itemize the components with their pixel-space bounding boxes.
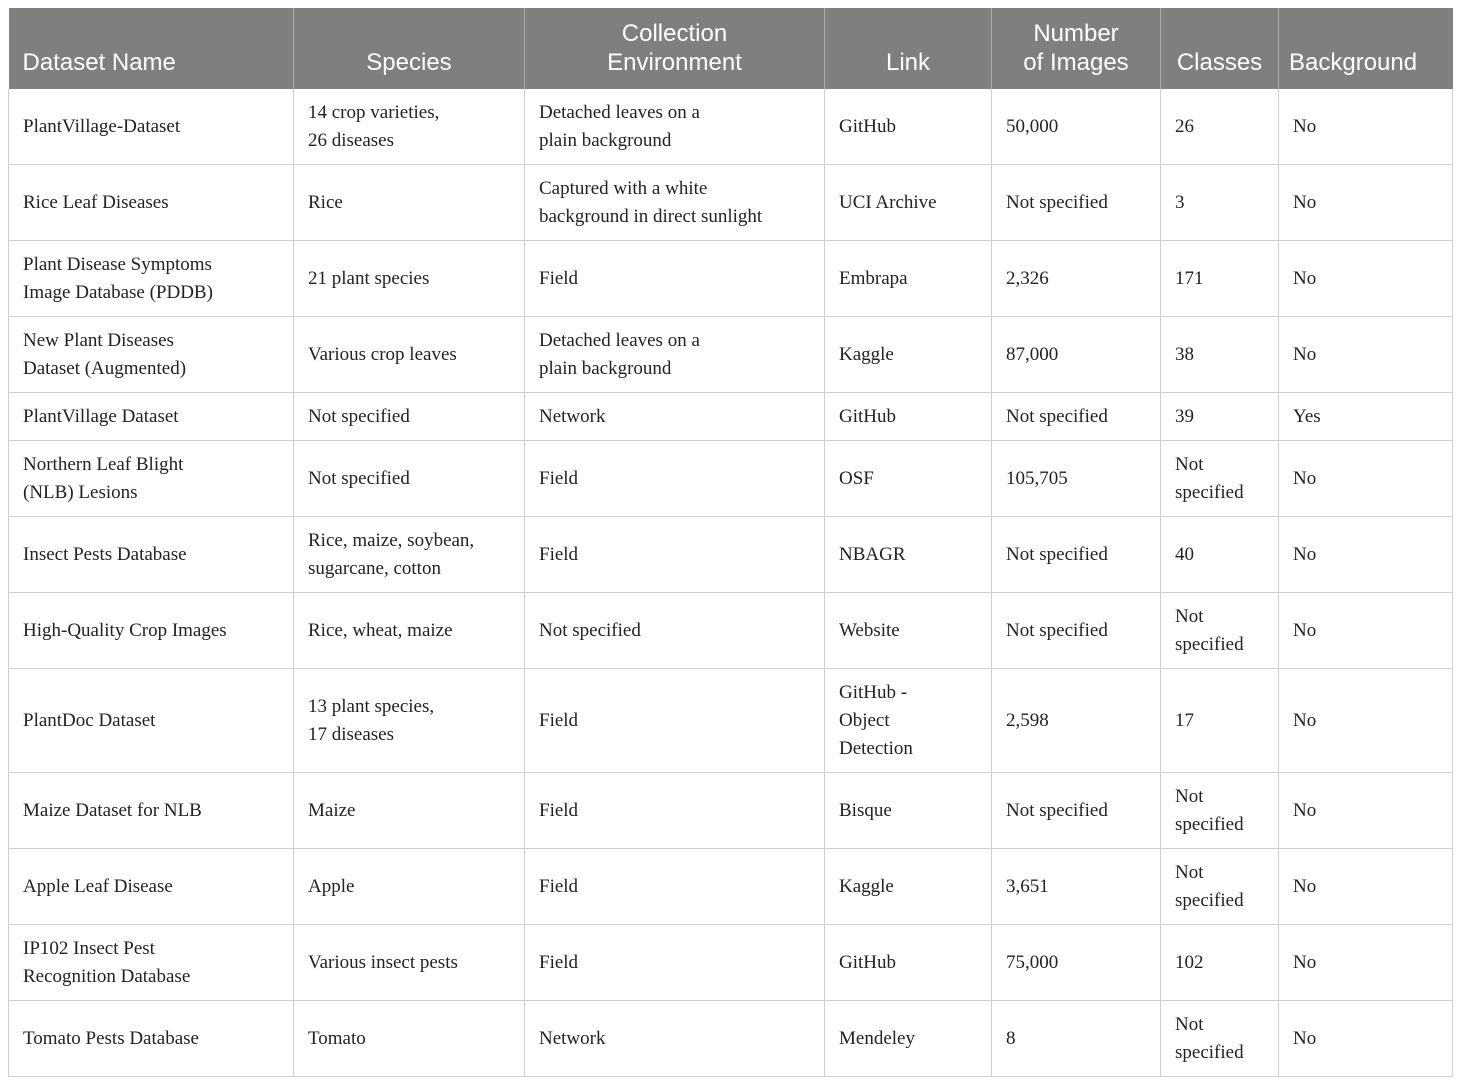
table-row <box>9 669 1453 773</box>
cell-images: 2,598 <box>992 669 1161 773</box>
cell-classes: 171 <box>1161 241 1279 317</box>
cell-dataset-name: Rice Leaf Diseases <box>9 165 294 241</box>
cell-images: 50,000 <box>992 89 1161 165</box>
cell-background: No <box>1279 925 1453 1001</box>
cell-images: 87,000 <box>992 317 1161 393</box>
cell-link: UCI Archive <box>825 165 992 241</box>
header-classes: Classes <box>1161 8 1279 89</box>
cell-images: Not specified <box>992 593 1161 669</box>
table-row <box>9 1001 1453 1077</box>
cell-classes: Not specified <box>1161 593 1279 669</box>
cell-species: Not specified <box>294 441 525 517</box>
cell-dataset-name: PlantDoc Dataset <box>9 669 294 773</box>
cell-background: No <box>1279 517 1453 593</box>
cell-dataset-name: New Plant Diseases Dataset (Augmented) <box>9 317 294 393</box>
cell-background: No <box>1279 89 1453 165</box>
cell-dataset-name: Maize Dataset for NLB <box>9 773 294 849</box>
cell-classes: 38 <box>1161 317 1279 393</box>
cell-images: Not specified <box>992 393 1161 441</box>
header-dataset-name: Dataset Name <box>9 8 294 89</box>
cell-environment: Field <box>525 773 825 849</box>
cell-species: 13 plant species, 17 diseases <box>294 669 525 773</box>
cell-link: GitHub <box>825 393 992 441</box>
cell-background: Yes <box>1279 393 1453 441</box>
cell-images: Not specified <box>992 517 1161 593</box>
cell-images: 75,000 <box>992 925 1161 1001</box>
cell-environment: Field <box>525 925 825 1001</box>
cell-link: GitHub - Object Detection <box>825 669 992 773</box>
cell-environment: Not specified <box>525 593 825 669</box>
cell-species: Maize <box>294 773 525 849</box>
cell-images: 3,651 <box>992 849 1161 925</box>
table-row <box>9 517 1453 593</box>
cell-dataset-name: PlantVillage-Dataset <box>9 89 294 165</box>
cell-environment: Field <box>525 241 825 317</box>
cell-classes: 40 <box>1161 517 1279 593</box>
cell-species: 14 crop varieties, 26 diseases <box>294 89 525 165</box>
header-species: Species <box>294 8 525 89</box>
table-row <box>9 925 1453 1001</box>
cell-link: OSF <box>825 441 992 517</box>
cell-classes: Not specified <box>1161 1001 1279 1077</box>
cell-species: Apple <box>294 849 525 925</box>
cell-link: NBAGR <box>825 517 992 593</box>
header-background: Background <box>1279 8 1453 89</box>
cell-environment: Detached leaves on a plain background <box>525 317 825 393</box>
cell-background: No <box>1279 165 1453 241</box>
table-row <box>9 849 1453 925</box>
cell-classes: 17 <box>1161 669 1279 773</box>
cell-background: No <box>1279 849 1453 925</box>
cell-classes: Not specified <box>1161 849 1279 925</box>
cell-classes: 3 <box>1161 165 1279 241</box>
cell-dataset-name: PlantVillage Dataset <box>9 393 294 441</box>
cell-images: Not specified <box>992 773 1161 849</box>
cell-species: Not specified <box>294 393 525 441</box>
table-row <box>9 241 1453 317</box>
cell-images: 2,326 <box>992 241 1161 317</box>
cell-background: No <box>1279 317 1453 393</box>
cell-species: Tomato <box>294 1001 525 1077</box>
cell-classes: 39 <box>1161 393 1279 441</box>
cell-dataset-name: Northern Leaf Blight (NLB) Lesions <box>9 441 294 517</box>
cell-species: Various crop leaves <box>294 317 525 393</box>
cell-images: 8 <box>992 1001 1161 1077</box>
cell-environment: Detached leaves on a plain background <box>525 89 825 165</box>
header-collection-environment: Collection Environment <box>525 8 825 89</box>
cell-link: Bisque <box>825 773 992 849</box>
table-row <box>9 593 1453 669</box>
cell-dataset-name: Insect Pests Database <box>9 517 294 593</box>
table-row <box>9 393 1453 441</box>
cell-environment: Field <box>525 517 825 593</box>
cell-dataset-name: High-Quality Crop Images <box>9 593 294 669</box>
cell-dataset-name: Plant Disease Symptoms Image Database (PDDB) <box>9 241 294 317</box>
cell-environment: Field <box>525 849 825 925</box>
dataset-table <box>8 8 1453 1077</box>
cell-environment: Network <box>525 393 825 441</box>
table-row <box>9 89 1453 165</box>
cell-link: GitHub <box>825 925 992 1001</box>
cell-species: Various insect pests <box>294 925 525 1001</box>
cell-dataset-name: Apple Leaf Disease <box>9 849 294 925</box>
cell-background: No <box>1279 1001 1453 1077</box>
cell-link: Kaggle <box>825 849 992 925</box>
cell-environment: Captured with a white background in direct sunlight <box>525 165 825 241</box>
dataset-table-container <box>8 8 1452 1077</box>
cell-environment: Network <box>525 1001 825 1077</box>
cell-background: No <box>1279 773 1453 849</box>
table-row <box>9 441 1453 517</box>
cell-images: 105,705 <box>992 441 1161 517</box>
cell-background: No <box>1279 593 1453 669</box>
table-row <box>9 317 1453 393</box>
cell-dataset-name: IP102 Insect Pest Recognition Database <box>9 925 294 1001</box>
cell-background: No <box>1279 441 1453 517</box>
cell-link: GitHub <box>825 89 992 165</box>
cell-environment: Field <box>525 441 825 517</box>
cell-species: Rice <box>294 165 525 241</box>
table-row <box>9 773 1453 849</box>
cell-species: 21 plant species <box>294 241 525 317</box>
cell-link: Mendeley <box>825 1001 992 1077</box>
header-number-of-images: Number of Images <box>992 8 1161 89</box>
header-link: Link <box>825 8 992 89</box>
cell-classes: Not specified <box>1161 441 1279 517</box>
cell-link: Website <box>825 593 992 669</box>
cell-link: Embrapa <box>825 241 992 317</box>
cell-classes: Not specified <box>1161 773 1279 849</box>
cell-environment: Field <box>525 669 825 773</box>
cell-dataset-name: Tomato Pests Database <box>9 1001 294 1077</box>
cell-background: No <box>1279 669 1453 773</box>
cell-species: Rice, wheat, maize <box>294 593 525 669</box>
cell-link: Kaggle <box>825 317 992 393</box>
header-row <box>9 8 1453 89</box>
cell-images: Not specified <box>992 165 1161 241</box>
cell-classes: 102 <box>1161 925 1279 1001</box>
table-row <box>9 165 1453 241</box>
cell-species: Rice, maize, soybean, sugarcane, cotton <box>294 517 525 593</box>
cell-classes: 26 <box>1161 89 1279 165</box>
cell-background: No <box>1279 241 1453 317</box>
